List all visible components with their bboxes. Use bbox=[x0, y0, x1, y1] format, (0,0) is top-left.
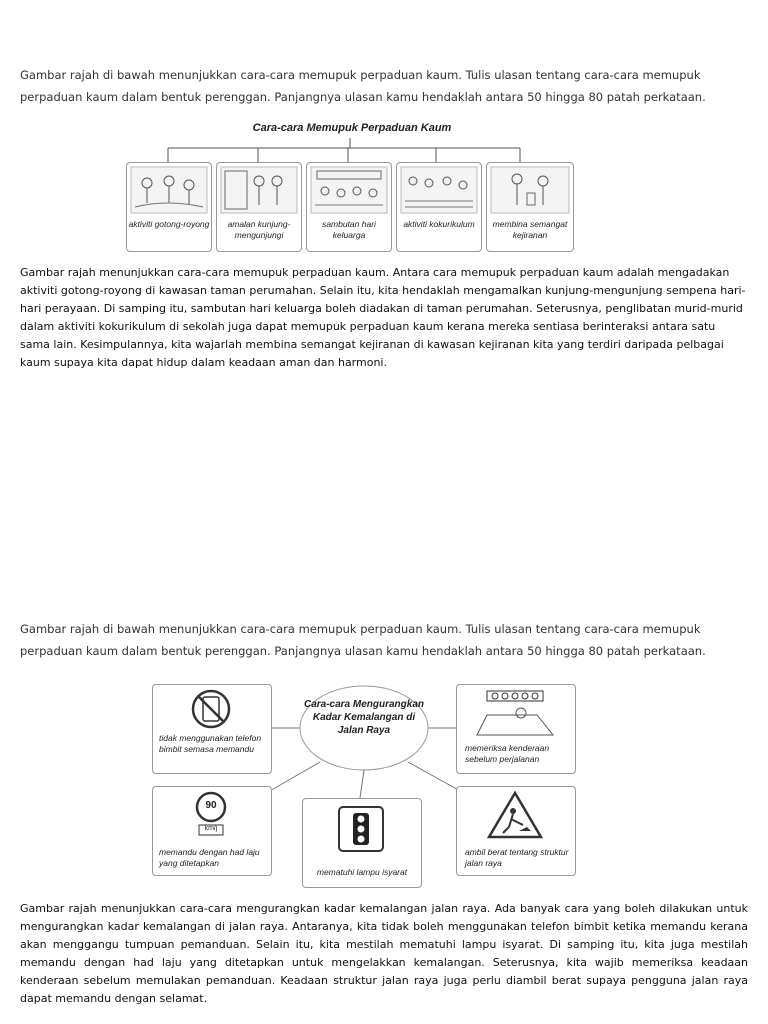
item-label: aktiviti kokurikulum bbox=[403, 219, 475, 229]
item-label: tidak menggunakan telefon bimbit semasa memandu bbox=[159, 733, 262, 754]
answer-2: Gambar rajah menunjukkan cara-cara mengurangkan kadar kemalangan jalan raya. Ada banyak cara yang boleh dilakukan untuk mengurangkan kadar kemalangan di jalan raya. Antaranya, kita tidak boleh menggunakan telefon bimbit ketika memandu kerana akan menggangu tumpuan pemanduan. Selain itu, kita mestilah mematuhi lampu isyarat. Di samping itu, kita juga mestilah memandu dengan had laju yang ditetapkan untuk mengelakkan kemalangan. Seterusnya, kita wajib memeriksa keadaan kenderaan sebelum memulakan pemanduan. Keadaan struktur jalan raya juga perlu diambil berat supaya pengguna jalan raya dapat memandu dengan selamat. bbox=[20, 902, 748, 1005]
item-label: memeriksa kenderaan sebelum perjalanan bbox=[465, 743, 550, 764]
item-label: membina semangat kejiranan bbox=[492, 219, 568, 240]
item-lampu-isyarat bbox=[302, 798, 422, 888]
gotong-royong-illustration bbox=[127, 163, 211, 251]
item-periksa-kenderaan bbox=[456, 684, 576, 774]
no-phone-icon bbox=[153, 685, 271, 773]
item-kejiranan bbox=[486, 162, 574, 252]
item-hari-keluarga bbox=[306, 162, 392, 252]
diagram-title: Cara-cara Memupuk Perpaduan Kaum bbox=[252, 122, 452, 134]
answer-1: Gambar rajah menunjukkan cara-cara memupuk perpaduan kaum. Antara cara memupuk perpaduan kaum adalah mengadakan aktiviti gotong-royong di kawasan taman perumahan. Selain itu, kita hendaklah mengamalkan kunjung-mengunjung sempena hari-hari perayaan. Di samping itu, sambutan hari keluarga boleh diadakan di taman perumahan. Seterusnya, penglibatan murid-murid dalam aktiviti kokurikulum di sekolah juga dapat memupuk perpaduan kaum kerana mereka sentiasa berinteraksi antara satu sama lain. Kesimpulannya, kita wajarlah membina semangat kejiranan di kawasan kejiranan kita yang terdiri daripada pelbagai kaum supaya kita dapat hidup dalam keadaan aman dan harmoni. bbox=[20, 266, 746, 369]
speed-value: 90 bbox=[205, 800, 217, 811]
item-struktur-jalan bbox=[456, 786, 576, 876]
item-label: memandu dengan had laju yang ditetapkan bbox=[159, 847, 260, 868]
item-had-laju bbox=[152, 786, 272, 876]
item-label: sambutan hari keluarga bbox=[322, 219, 376, 240]
item-label: ambil berat tentang struktur jalan raya bbox=[465, 847, 569, 868]
diagram-kemalangan bbox=[150, 680, 580, 890]
kokurikulum-illustration bbox=[397, 163, 481, 251]
item-telefon bbox=[152, 684, 272, 774]
center-title: Cara-cara Mengurangkan Kadar Kemalangan di Jalan Raya bbox=[303, 699, 425, 736]
instruction-1: Gambar rajah di bawah menunjukkan cara-cara memupuk perpaduan kaum. Tulis ulasan tentang cara-cara memupuk perpaduan kaum dalam bentuk perenggan. Panjangnya ulasan kamu hendaklah antara 50 hingga 80 patah perkataan. bbox=[20, 68, 706, 104]
item-gotong-royong bbox=[126, 162, 212, 252]
item-label: amalan kunjung-mengunjungi bbox=[227, 219, 291, 240]
instruction-2: Gambar rajah di bawah menunjukkan cara-cara memupuk perpaduan kaum. Tulis ulasan tentang cara-cara memupuk perpaduan kaum dalam bentuk perenggan. Panjangnya ulasan kamu hendaklah antara 50 hingga 80 patah perkataan. bbox=[20, 622, 706, 658]
item-label: mematuhi lampu isyarat bbox=[316, 867, 408, 877]
item-kokurikulum bbox=[396, 162, 482, 252]
diagram-perpaduan-kaum bbox=[120, 116, 580, 256]
item-label: aktiviti gotong-royong bbox=[128, 219, 210, 229]
item-kunjung-mengunjungi bbox=[216, 162, 302, 252]
speed-unit: km/j bbox=[204, 825, 218, 832]
